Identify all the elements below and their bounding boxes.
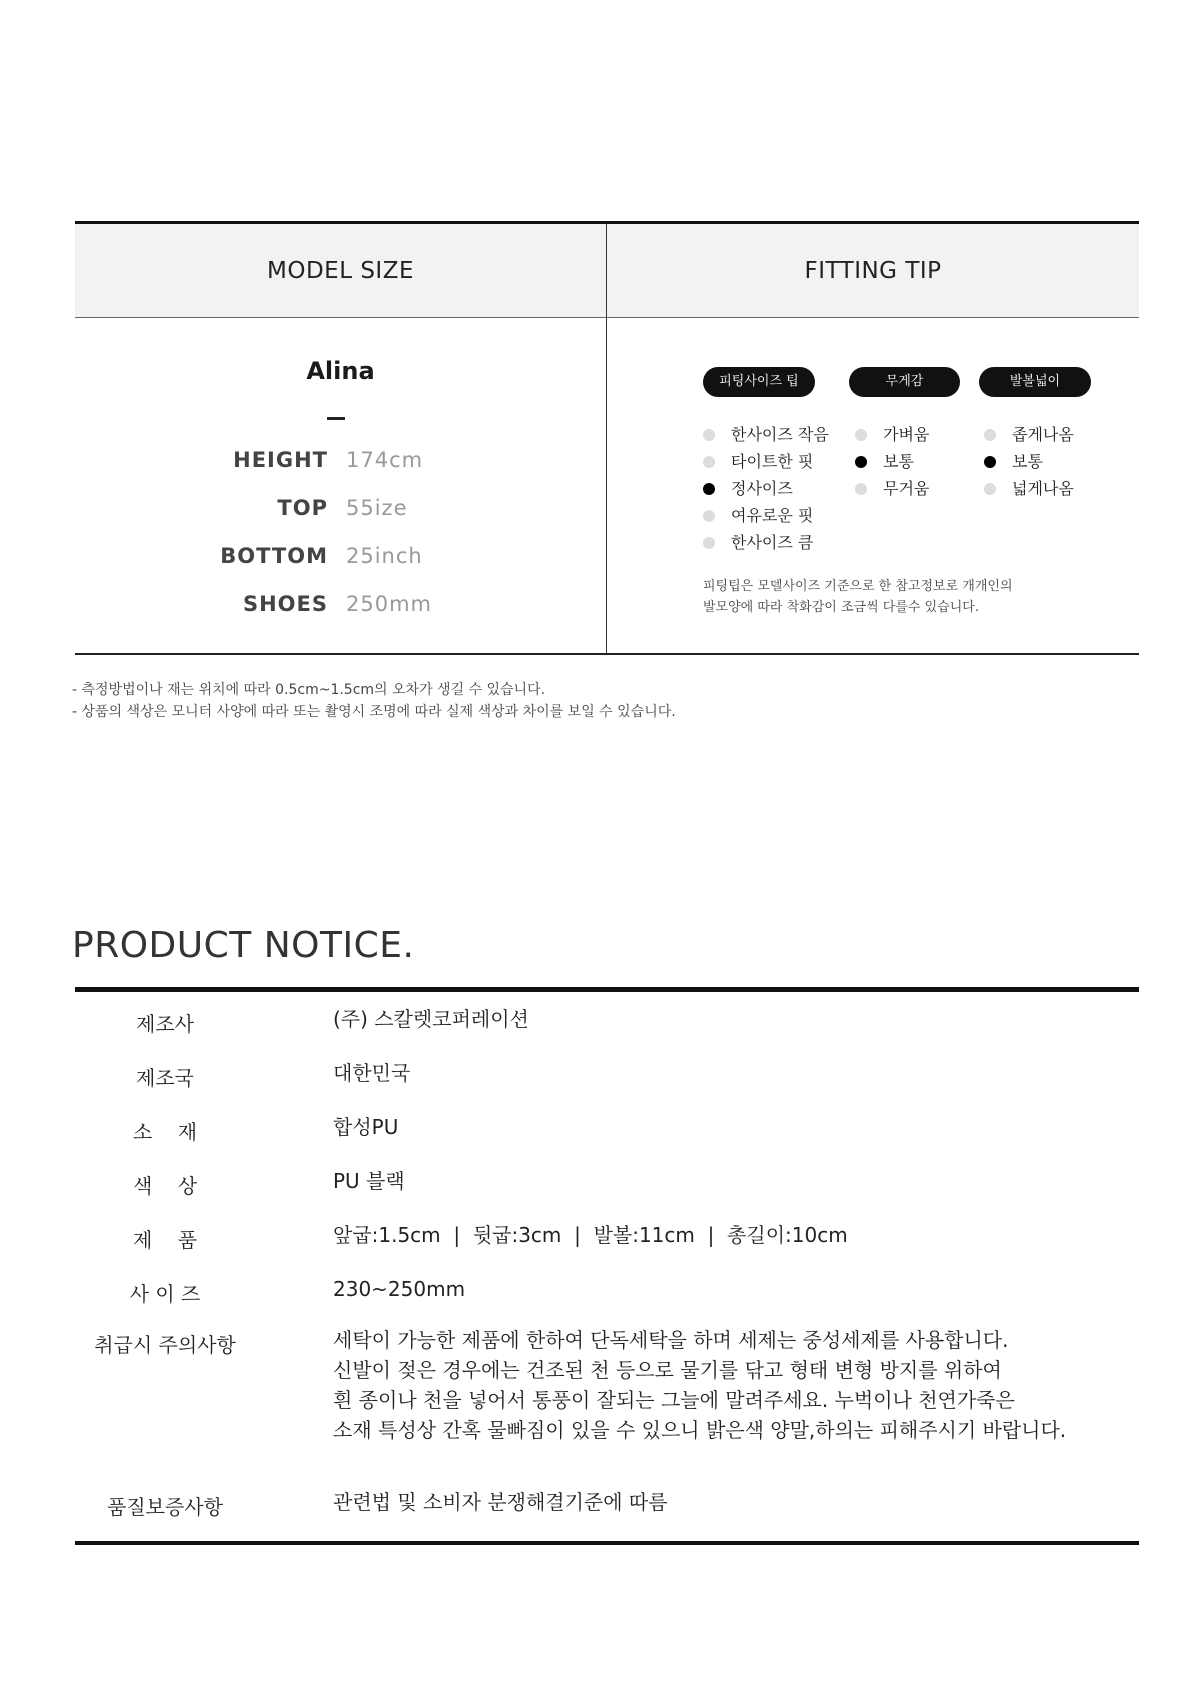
option-dot <box>703 456 715 468</box>
notice-value: 230~250mm <box>333 1277 466 1301</box>
notice-label: 소 재 <box>132 1120 198 1144</box>
option-label: 한사이즈 큼 <box>731 533 814 552</box>
option-label: 좁게나옴 <box>1012 425 1074 444</box>
option-dot <box>703 537 715 549</box>
model-name: Alina <box>306 357 375 385</box>
option-label: 무거움 <box>883 479 930 498</box>
notice-value: 신발이 젖은 경우에는 건조된 천 등으로 물기를 닦고 형태 변형 방지를 위하여 <box>333 1358 1002 1382</box>
option-dot <box>855 429 867 441</box>
notice-value: 대한민국 <box>333 1061 411 1085</box>
option-dot-selected <box>855 456 867 468</box>
notice-value: 세탁이 가능한 제품에 한하여 단독세탁을 하며 세제는 중성세제를 사용합니다. <box>333 1328 1009 1352</box>
option-label: 보통 <box>883 452 914 471</box>
spec-row-bottom <box>75 544 606 574</box>
notice-bottom-rule <box>75 1541 1139 1545</box>
notice-label: 취급시 주의사항 <box>94 1333 236 1357</box>
notice-label: 제조사 <box>136 1012 194 1036</box>
weight-pill: 무게감 <box>849 367 960 397</box>
product-notice-title: PRODUCT NOTICE. <box>72 925 415 966</box>
option-dot-selected <box>984 456 996 468</box>
option-dot <box>703 429 715 441</box>
notice-value: 합성PU <box>333 1115 399 1139</box>
option-label: 정사이즈 <box>731 479 793 498</box>
spec-label: HEIGHT <box>233 448 328 472</box>
option-dot <box>984 429 996 441</box>
fitting-note-line: 발모양에 따라 착화감이 조금씩 다를수 있습니다. <box>703 600 979 615</box>
measure-note: - 측정방법이나 재는 위치에 따라 0.5cm~1.5cm의 오차가 생길 수 있습니다. <box>72 682 546 698</box>
spec-label: BOTTOM <box>220 544 328 568</box>
option-label: 여유로운 핏 <box>731 506 814 525</box>
notice-label: 색 상 <box>132 1174 198 1198</box>
option-label: 보통 <box>1012 452 1043 471</box>
spec-label: SHOES <box>242 592 328 616</box>
measure-note: - 상품의 색상은 모니터 사양에 따라 또는 촬영시 조명에 따라 실제 색상과 차이를 보일 수 있습니다. <box>72 704 676 720</box>
notice-value: PU 블랙 <box>333 1169 405 1193</box>
spec-label: TOP <box>277 496 328 520</box>
notice-label: 품질보증사항 <box>107 1495 223 1519</box>
notice-label: 사 이 즈 <box>129 1282 201 1306</box>
fitting-tip-header: FITTING TIP <box>804 258 942 284</box>
option-label: 가벼움 <box>883 425 930 444</box>
table-header <box>75 224 1139 318</box>
notice-value: 소재 특성상 간혹 물빠짐이 있을 수 있으니 밝은색 양말,하의는 피해주시기 바랍니다. <box>333 1418 1067 1442</box>
fitting-note-line: 피팅팁은 모델사이즈 기준으로 한 참고정보로 개개인의 <box>703 579 1013 594</box>
notice-label: 제 품 <box>132 1228 198 1252</box>
option-dot <box>855 483 867 495</box>
model-size-fitting-table <box>75 221 1139 655</box>
spec-row-height <box>75 448 606 478</box>
column-divider <box>606 224 607 653</box>
option-label: 한사이즈 작음 <box>731 425 829 444</box>
width-pill: 발볼넓이 <box>979 367 1091 397</box>
spec-row-shoes <box>75 592 606 622</box>
spec-row-top <box>75 496 606 526</box>
spec-value: 250mm <box>346 592 432 616</box>
notice-value: 흰 종이나 천을 넣어서 통풍이 잘되는 그늘에 말려주세요. 누벅이나 천연가죽은 <box>333 1388 1015 1412</box>
option-dot <box>703 510 715 522</box>
fitting-size-tip-pill: 피팅사이즈 팁 <box>703 367 815 397</box>
notice-value: 앞굽:1.5cm | 뒷굽:3cm | 발볼:11cm | 총길이:10cm <box>333 1223 848 1247</box>
option-label: 넓게나옴 <box>1012 479 1074 498</box>
option-dot-selected <box>703 483 715 495</box>
option-dot <box>984 483 996 495</box>
notice-label: 제조국 <box>136 1066 194 1090</box>
spec-value: 55ize <box>346 496 408 520</box>
spec-value: 174cm <box>346 448 424 472</box>
model-size-header: MODEL SIZE <box>267 258 414 284</box>
notice-value: (주) 스칼렛코퍼레이션 <box>333 1007 529 1031</box>
option-label: 타이트한 핏 <box>731 452 814 471</box>
model-name-dash <box>327 417 345 420</box>
notice-value: 관련법 및 소비자 분쟁해결기준에 따름 <box>333 1490 668 1514</box>
spec-value: 25inch <box>346 544 423 568</box>
notice-top-rule <box>75 987 1139 992</box>
